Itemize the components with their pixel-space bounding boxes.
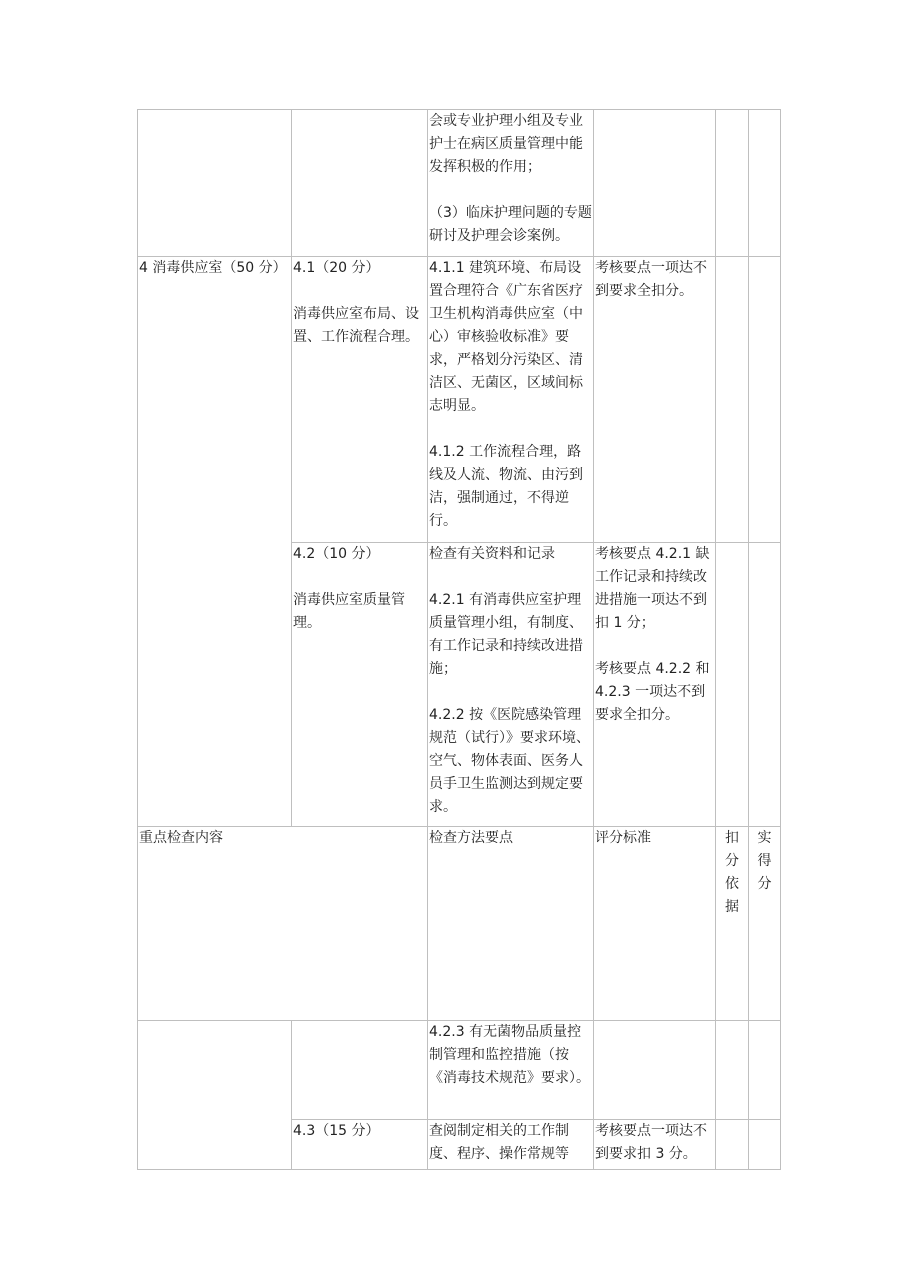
score-cell xyxy=(749,543,781,827)
table-row xyxy=(138,110,781,257)
category-cell xyxy=(138,1021,292,1170)
header-method xyxy=(428,827,594,1021)
score-cell xyxy=(749,1021,781,1120)
sub-item-cell xyxy=(292,1021,428,1120)
criteria-cell xyxy=(594,110,716,257)
header-content-label: 重点检查内容 xyxy=(139,830,223,846)
header-criteria-label: 评分标准 xyxy=(595,830,651,846)
method-text: 4.2.3 有无菌物品质量控制管理和监控措施（按《消毒技术规范》要求）。 xyxy=(429,1024,590,1086)
score-cell xyxy=(749,1120,781,1170)
criteria-cell xyxy=(594,543,716,827)
header-content xyxy=(138,827,428,1021)
method-text: 4.2.1 有消毒供应室护理质量管理小组，有制度、有工作记录和持续改进措施； xyxy=(429,592,583,677)
method-cell xyxy=(428,543,594,827)
header-deduct-basis xyxy=(716,827,749,1021)
method-cell xyxy=(428,1021,594,1120)
header-char: 实 xyxy=(757,830,772,846)
table-header-row xyxy=(138,827,781,1021)
header-criteria xyxy=(594,827,716,1021)
method-text: 4.1.2 工作流程合理，路线及人流、物流、由污到洁，强制通过，不得逆行。 xyxy=(429,444,583,529)
deduct-cell xyxy=(716,543,749,827)
sub-item-score: 4.2（10 分） xyxy=(293,546,380,562)
criteria-cell xyxy=(594,1120,716,1170)
scoring-table xyxy=(137,109,781,1170)
method-text: 检查有关资料和记录 xyxy=(429,546,555,562)
criteria-text: 考核要点 4.2.1 缺工作记录和持续改进措施一项达不到扣 1 分； xyxy=(595,546,710,631)
method-cell xyxy=(428,1120,594,1170)
criteria-cell xyxy=(594,257,716,543)
method-text: 查阅制定相关的工作制度、程序、操作常规等 xyxy=(429,1123,569,1162)
criteria-cell xyxy=(594,1021,716,1120)
sub-item-score: 4.3（15 分） xyxy=(293,1123,380,1139)
method-text: 会或专业护理小组及专业护士在病区质量管理中能发挥积极的作用； xyxy=(429,113,583,175)
deduct-cell xyxy=(716,1120,749,1170)
method-text: 4.1.1 建筑环境、布局设置合理符合《广东省医疗卫生机构消毒供应室（中心）审核验收标准》要求，严格划分污染区、清洁区、无菌区，区域间标志明显。 xyxy=(429,260,583,414)
sub-item-cell xyxy=(292,543,428,827)
header-actual-score xyxy=(749,827,781,1021)
method-cell xyxy=(428,257,594,543)
criteria-text: 考核要点一项达不到要求扣 3 分。 xyxy=(595,1123,707,1162)
deduct-cell xyxy=(716,1021,749,1120)
score-cell xyxy=(749,110,781,257)
score-cell xyxy=(749,257,781,543)
criteria-text: 考核要点 4.2.2 和 4.2.3 一项达不到要求全扣分。 xyxy=(595,661,710,723)
header-char: 据 xyxy=(725,899,739,915)
deduct-cell xyxy=(716,257,749,543)
table-row xyxy=(138,1021,781,1120)
header-char: 依 xyxy=(725,876,739,892)
table-row xyxy=(138,257,781,543)
sub-item-score: 4.1（20 分） xyxy=(293,260,380,276)
sub-item-title: 消毒供应室布局、设置、工作流程合理。 xyxy=(293,306,419,345)
sub-item-title: 消毒供应室质量管理。 xyxy=(293,592,405,631)
category-cell xyxy=(138,257,292,827)
sub-item-cell xyxy=(292,110,428,257)
method-text: （3）临床护理问题的专题研讨及护理会诊案例。 xyxy=(429,205,592,244)
header-char: 分 xyxy=(725,853,739,869)
category-label: 4 消毒供应室（50 分） xyxy=(139,260,287,276)
sub-item-cell xyxy=(292,1120,428,1170)
category-cell xyxy=(138,110,292,257)
header-char: 分 xyxy=(757,876,772,892)
criteria-text: 考核要点一项达不到要求全扣分。 xyxy=(595,260,707,299)
method-text: 4.2.2 按《医院感染管理规范（试行）》要求环境、空气、物体表面、医务人员手卫生监测达到规定要求。 xyxy=(429,707,590,815)
method-cell xyxy=(428,110,594,257)
sub-item-cell xyxy=(292,257,428,543)
header-char: 得 xyxy=(757,853,772,869)
header-method-label: 检查方法要点 xyxy=(429,830,513,846)
header-char: 扣 xyxy=(725,830,739,846)
deduct-cell xyxy=(716,110,749,257)
